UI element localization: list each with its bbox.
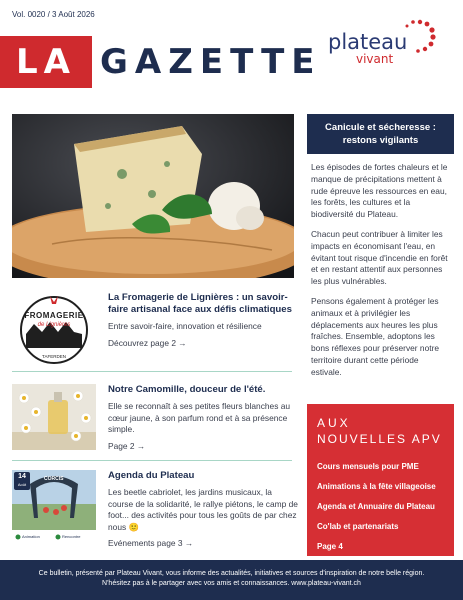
article-more-link[interactable]: Découvrez page 2 → [108, 337, 187, 348]
footer-line1: Ce bulletin, présenté par Plateau Vivant, vous informe des actualités, initiatives et sources d'inspiration de notre belle région. [38, 570, 425, 577]
logo-vivant: vivant [356, 52, 394, 66]
news-item[interactable]: Page 4 [317, 542, 343, 551]
divider [12, 371, 292, 372]
news-item[interactable]: Cours mensuels pour PME [317, 462, 419, 471]
masthead [0, 36, 322, 88]
sidebar-paragraph: Chacun peut contribuer à limiter les impacts en économisant l'eau, en évitant tout risque d'incendie en forêt et en restant attentif aux personnes les plus vulnérables. [311, 228, 448, 287]
article-title[interactable]: La Fromagerie de Lignières : un savoir-faire artisanal face aux défis climatiques [108, 292, 292, 315]
logo-plateau: plateau [328, 30, 408, 54]
news-apv-box [307, 404, 454, 556]
camomille-photo [12, 384, 96, 450]
article-agenda [12, 470, 297, 554]
hero-cheese-photo [12, 114, 294, 278]
sidebar-canicule [307, 114, 454, 394]
article-title[interactable]: Agenda du Plateau [108, 470, 195, 481]
news-title-line1: AUX [317, 416, 351, 430]
article-fromagerie [12, 292, 297, 366]
issue-date: Vol. 0020 / 3 Août 2026 [12, 10, 95, 19]
agenda-brand: CORCIS [44, 476, 64, 482]
agenda-badge-rencontre: Rencontre [62, 534, 81, 539]
fromagerie-logo [12, 292, 96, 368]
sidebar-paragraph: Pensons également à protéger les animaux et à privilégier les déplacements aux heures les plus fraîches. Ensemble, adoptons les bons réflexes pour préserver notre territoire durant cette période estivale. [311, 295, 440, 377]
article-camomille [12, 384, 297, 456]
news-title-line2: NOUVELLES APV [317, 432, 442, 446]
news-item[interactable]: Co'lab et partenariats [317, 522, 399, 531]
article-title[interactable]: Notre Camomille, douceur de l'été. [108, 384, 266, 395]
article-text: Les beetle cabriolet, les jardins musicaux, la course de la solidarité, le rallye piétons, le camp de foot... des activités pour tous les goûts de par chez nous 🙂 [108, 487, 298, 532]
footer [0, 560, 463, 600]
agenda-day: 14 [18, 473, 26, 480]
sidebar-title: Canicule et sécheresse : restons vigilants [307, 114, 454, 154]
footer-line2[interactable]: N'hésitez pas à le partager avec vos amis et connaissances. www.plateau-vivant.ch [102, 580, 361, 587]
article-text: Entre savoir-faire, innovation et résilience [108, 321, 262, 331]
fromagerie-logo-name: FROMAGERIE [24, 311, 84, 320]
divider [12, 460, 292, 461]
agenda-badge-animation: Animation [22, 534, 40, 539]
plateau-vivant-logo[interactable] [328, 18, 448, 68]
article-more-link[interactable]: Evénements page 3 → [108, 538, 194, 548]
fromagerie-logo-tag: TAFERDEN [42, 354, 66, 359]
news-item[interactable]: Agenda et Annuaire du Plateau [317, 502, 435, 511]
news-list [317, 462, 436, 562]
agenda-photo [12, 470, 96, 544]
sidebar-paragraph: Les épisodes de fortes chaleurs et le manque de précipitations mettent à rude épreuve les ressources en eau, les forêts, les cultures et la biodiversité du Plateau. [311, 162, 448, 220]
article-text: Elle se reconnaît à ses petites fleurs blanches au cœur jaune, à son parfum rond et à sa présence simple. [108, 401, 291, 434]
agenda-month: Août [17, 482, 27, 487]
masthead-gazette: GAZETTE [100, 42, 322, 82]
fromagerie-logo-sub: de Lignières [37, 322, 71, 328]
article-more-link[interactable]: Page 2 → [108, 440, 146, 451]
masthead-la: LA [0, 36, 92, 88]
news-item[interactable]: Animations à la fête villageoise [317, 482, 436, 491]
